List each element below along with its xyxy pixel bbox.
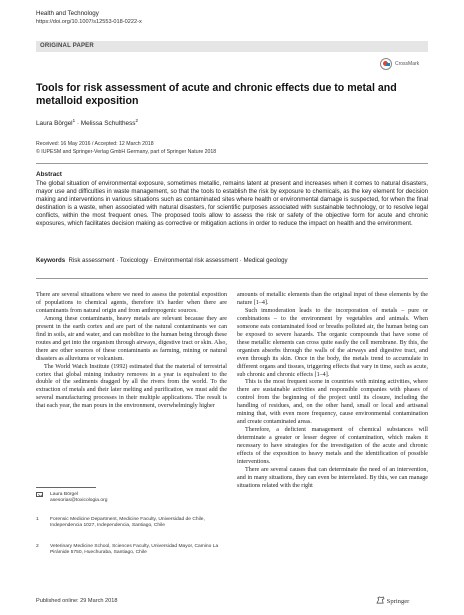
affiliation-text: Veterinary Medicine School, Sciences Faculty, Universidad Mayor, Camino La Pirámide 5750, Huechuraba, Santiago, Chile [50,544,219,556]
keywords-label: Keywords [36,257,66,264]
affiliation-2 [36,544,226,556]
doi-link[interactable]: https://doi.org/10.1007/s12553-018-0222-x [36,19,142,25]
paper-type-band [36,41,428,52]
crossmark-badge[interactable] [380,58,428,72]
body-paragraph: Such immoderation leads to the incorporation of metals – pure or combinations – to the environment by vegetables and animals. When someone eats contaminated food or breaths polluted air, the human being can be exposed to severe hazards. The organic compounds that have some of these metallic elements can cross quite easily the cell membrane. By this, the organism absorbs through the walls of the airways and digestive tract, and even through its skin. Once in the body, the metals trend to accumulate in different organs and tissues, triggering effects that vary in time, such as acute, sub chronic and chronic effects [1–4]. [237,307,428,378]
crossmark-icon [380,58,392,70]
corresponding-author [36,492,226,504]
footnote-divider [36,487,96,488]
divider [36,278,428,279]
crossmark-label: CrossMark [395,61,420,67]
body-paragraph: This is the most frequent scene in countries with mining activities, where there are sustainable activities and responsible companies with phases of control from the beginning of the project until its closure, including the handling of residues, and, on the other hand, small or local and artisanal mining that, with even more frequency, cause environmental contamination and create contaminated areas. [237,379,428,426]
copyright-line: © IUPESM and Springer-Verlag GmbH Germany, part of Springer Nature 2018 [36,149,217,155]
affiliation-mark: 1 [36,517,39,522]
author-name[interactable]: Laura Börgel [36,120,73,128]
keywords-line [36,257,428,264]
received-dates: Received: 16 May 2016 / Accepted: 12 March 2018 [36,141,154,147]
body-paragraph: There are several causes that can determinate the need of an intervention, and in many situations, they can even be interrelated. By this, we can manage situations related with the right [237,466,428,489]
body-left-column [36,292,227,411]
author-affiliation-mark: 2 [135,118,139,123]
body-paragraph: amounts of metallic elements than the original input of these elements by the nature [1–4]. [237,292,428,306]
contact-name: Laura Börgel [50,492,79,497]
email-icon [36,492,43,499]
publisher-name: Springer [386,598,410,605]
springer-horse-icon [376,596,385,604]
paper-type-label: ORIGINAL PAPER [40,43,94,49]
published-date: Published online: 29 March 2018 [36,598,118,604]
affiliation-text: Forensic Medicine Department, Medicine Faculty, Universidad de Chile, Independencia 1027, Independencia, Santiago, Chile [50,517,205,529]
affiliation-1 [36,517,226,529]
author-list [36,118,138,127]
body-paragraph: The World Watch Institute (1992) estimated that the material of terrestrial cortex that global mining industry removes in a year is equivalent to the double of the sediments dragged by all the rivers from the world. To the extraction of metals and their later melting and purification, we must add the several manufacturing processes in their multiple applications. The result is that each year, the man pours in the environment, overwhelmingly higher [36,363,227,410]
journal-name: Health and Technology [36,10,99,17]
divider [36,163,428,164]
author-separator: · [75,120,81,128]
article-title: Tools for risk assessment of acute and chronic effects due to metal and metalloid exposition [36,82,397,107]
affiliation-mark: 2 [36,544,39,549]
keywords-list: Risk assessment · Toxicology · Environmental risk assessment · Medical geology [68,257,288,264]
abstract-text: The global situation of environmental exposure, sometimes metallic, remains latent at present and increases when it comes to natural disasters, mayor use and difficulties in waste management, so that the tools to establish the risk by exposure to chemicals, as the key element for decision making and interventions in various situations such as contaminated sites where health or environmental damage is suspected, for when the final destination is a waste, when associated with natural disasters, for scientific purposes associated with sustainable technology, or to resolve legal conflicts, within the most frequent ones. The proposed tools allow to assess the risk or safety of the objective form for acute and chronic exposures, which facilitates decision making as corrective or mitigation actions in order to reduce the impact on health and the environment. [36,180,428,227]
author-name[interactable]: Melissa Schulthess [80,120,136,128]
publisher-logo [376,596,409,605]
abstract-heading: Abstract [36,171,62,178]
body-paragraph: Therefore, a deficient management of chemical substances will determinate a greater or lesser degree of contamination, which makes it necessary to have strategies for the investigation of the acute and chronic effects of the exposition to heavy metals and the identification of possible interventions. [237,427,428,466]
contact-email[interactable]: asesorias@toxicologia.org [50,498,108,504]
body-paragraph: There are several situations where we need to assess the potential exposition of populations to chemical agents, therefore it's harder when there are contaminants from natural origin and from anthropogenic sources. [36,292,227,314]
author-affiliation-mark: 1 [72,118,76,123]
body-right-column [237,292,428,491]
body-paragraph: Among these contaminants, heavy metals are relevant because they are present in the earth cortex and are part of the natural contaminants we can find in soils, air and water, and can mobilize to the human being through these routes and get into the organism through airways, digestive tract or skin. Also, there are other sources of these contaminants as farming, mining or natural disasters as alluviums or volcanism. [36,315,227,362]
